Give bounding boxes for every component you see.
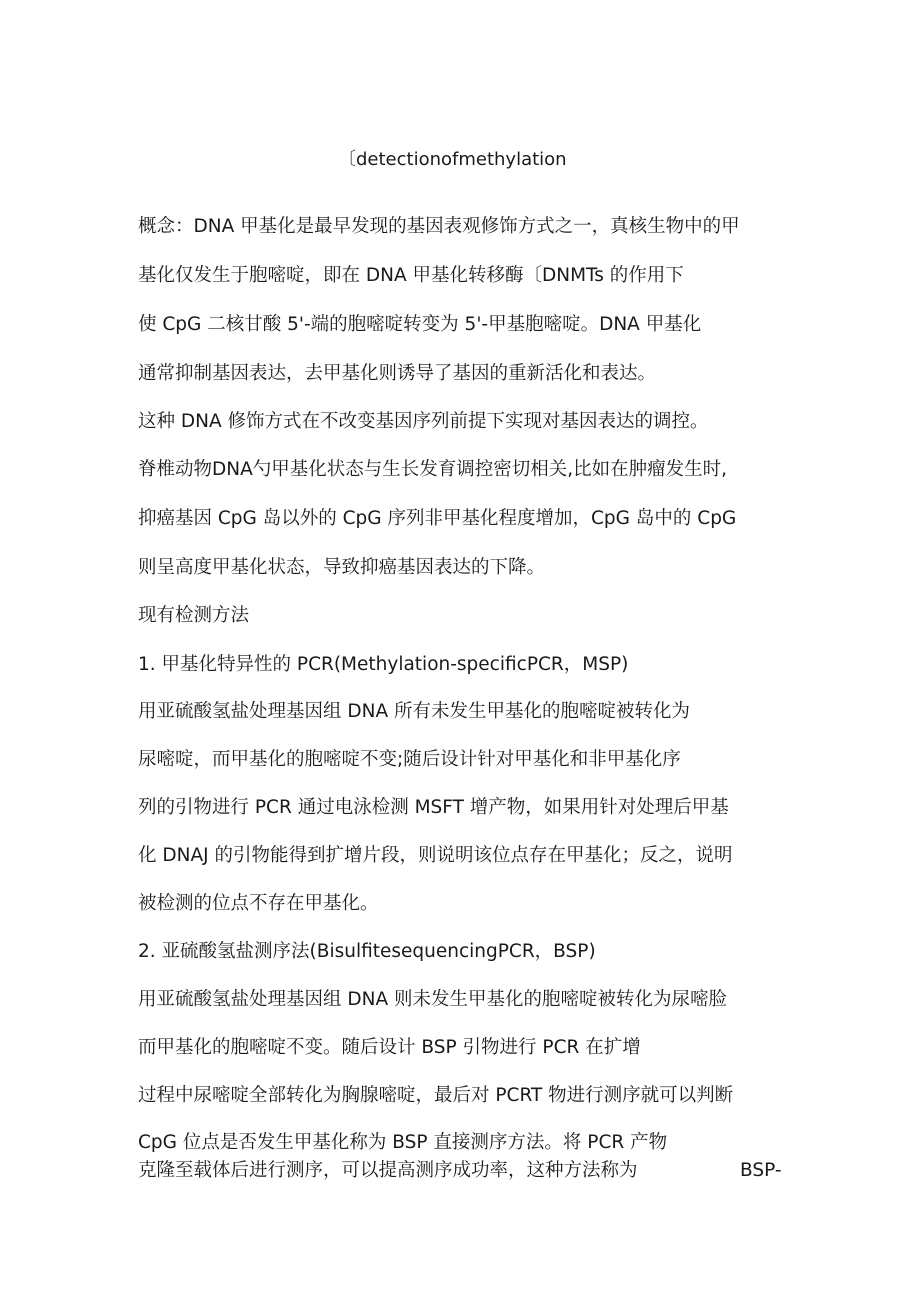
paragraph-line: 脊椎动物DNA勺甲基化状态与生长发育调控密切相关,比如在肿瘤发生时, [138,459,728,480]
paragraph-line: 这种 DNA 修饰方式在不改变基因序列前提下实现对基因表达的调控。 [138,411,709,432]
paragraph-line: CpG 位点是否发生甲基化称为 BSP 直接测序方法。将 PCR 产物 [138,1132,668,1153]
paragraph-line: 基化仅发生于胞嘧啶，即在 DNA 甲基化转移酶〔DNMTs 的作用下 [138,265,684,286]
paragraph-line: 化 DNAJ 的引物能得到扩增片段，则说明该位点存在甲基化；反之，说明 [138,845,733,866]
method-heading-msp: 1. 甲基化特异性的 PCR(Methylation-specificPCR，MSP) [138,654,629,675]
section-heading: 现有检测方法 [138,605,250,626]
paragraph-line: 使 CpG 二核甘酸 5'-端的胞嘧啶转变为 5'-甲基胞嘧啶。DNA 甲基化 [138,314,702,335]
paragraph-line: 则呈高度甲基化状态，导致抑癌基因表达的下降。 [138,557,546,578]
paragraph-line: 用亚硫酸氢盐处理基因组 DNA 所有未发生甲基化的胞嘧啶被转化为 [138,701,691,722]
paragraph-line: 列的引物进行 PCR 通过电泳检测 MSFT 增产物，如果用针对处理后甲基 [138,797,729,818]
paragraph-line: 概念：DNA 甲基化是最早发现的基因表观修饰方式之一，真核生物中的甲 [138,216,740,237]
paragraph-line: 尿嘧啶，而甲基化的胞嘧啶不变;随后设计针对甲基化和非甲基化序 [138,749,681,770]
paragraph-line: 通常抑制基因表达，去甲基化则诱导了基因的重新活化和表达。 [138,363,657,384]
trailing-fragment: BSP- [740,1160,782,1181]
paragraph-line: 克隆至载体后进行测序，可以提高测序成功率，这种方法称为 [138,1160,638,1181]
paragraph-line: 而甲基化的胞嘧啶不变。随后设计 BSP 引物进行 PCR 在扩增 [138,1037,641,1058]
paragraph-line: 被检测的位点不存在甲基化。 [138,893,379,914]
document-title: 〔detectionofmethylation [338,149,567,170]
method-heading-bsp: 2. 亚硫酸氢盐测序法(BisulfitesequencingPCR，BSP) [138,941,596,962]
paragraph-line: 用亚硫酸氢盐处理基因组 DNA 则未发生甲基化的胞嘧啶被转化为尿嘧脸 [138,989,728,1010]
paragraph-line: 过程中尿嘧啶全部转化为胸腺嘧啶，最后对 PCRT 物进行测序就可以判断 [138,1085,734,1106]
paragraph-line: 抑癌基因 CpG 岛以外的 CpG 序列非甲基化程度增加，CpG 岛中的 CpG [138,508,737,529]
